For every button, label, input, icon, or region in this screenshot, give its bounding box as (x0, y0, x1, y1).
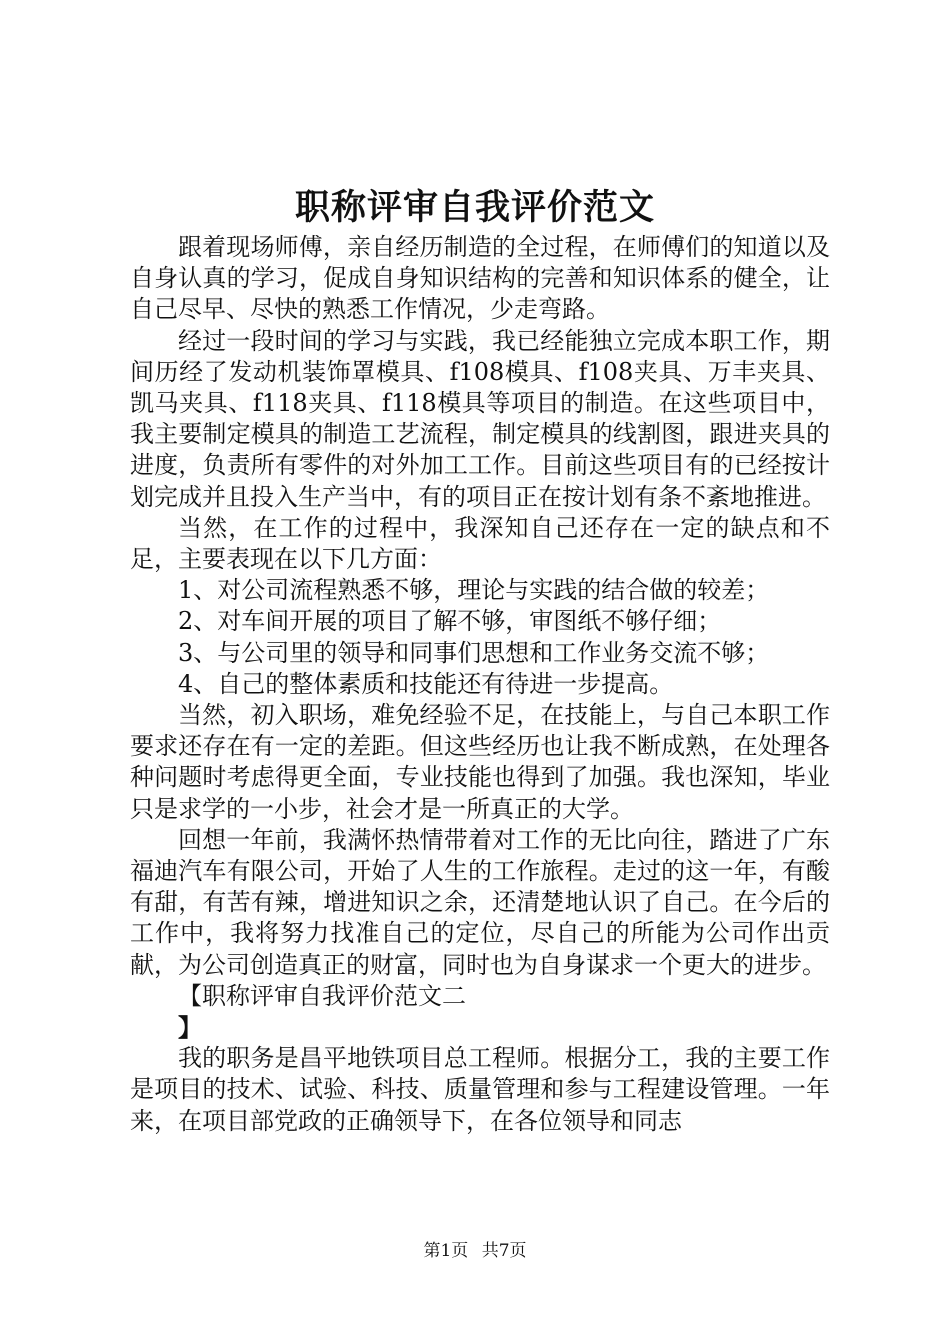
list-item-2: 2、对车间开展的项目了解不够，审图纸不够仔细； (178, 607, 722, 636)
paragraph-1: 跟着现场师傅，亲自经历制造的全过程，在师傅们的知道以及自身认真的学习，促成自身知识结构的完善和知识体系的健全，让自己尽早、尽快的熟悉工作情况，少走弯路。 (130, 233, 830, 324)
paragraph-5: 回想一年前，我满怀热情带着对工作的无比向往，踏进了广东福迪汽车有限公司，开始了人生的工作旅程。走过的这一年，有酸有甜，有苦有辣，增进知识之余，还清楚地认识了自己。在今后的工作中，我将努力找准自己的定位，尽自己的所能为公司作出贡献，为公司创造真正的财富，同时也为自身谋求一个更大的进步。 (130, 825, 830, 979)
list-item-3: 3、与公司里的领导和同事们思想和工作业务交流不够； (178, 638, 770, 667)
paragraph-3: 当然，在工作的过程中，我深知自己还存在一定的缺点和不足，主要表现在以下几方面： (130, 513, 830, 574)
paragraph-6: 我的职务是昌平地铁项目总工程师。根据分工，我的主要工作是项目的技术、试验、科技、质量管理和参与工程建设管理。一年来，在项目部党政的正确领导下，在各位领导和同志 (130, 1044, 830, 1135)
page-footer (0, 1240, 950, 1262)
document-title: 职称评审自我评价范文 (294, 187, 655, 228)
paragraph-4: 当然，初入职场，难免经验不足，在技能上，与自己本职工作要求还存在有一定的差距。但这些经历也让我不断成熟，在处理各种问题时考虑得更全面，专业技能也得到了加强。我也深知，毕业只是求学的一小步，社会才是一所真正的大学。 (130, 701, 830, 823)
section-2-heading: 【职称评审自我评价范文二 (178, 981, 466, 1010)
page-total: 共7页 (481, 1241, 527, 1261)
section-2-heading-close: 】 (178, 1013, 202, 1043)
page-number: 第1页 (423, 1241, 469, 1261)
list-item-1: 1、对公司流程熟悉不够，理论与实践的结合做的较差； (178, 576, 770, 605)
document-body (130, 232, 830, 1137)
list-item-4: 4、自己的整体素质和技能还有待进一步提高。 (178, 669, 674, 698)
paragraph-2: 经过一段时间的学习与实践，我已经能独立完成本职工作，期间历经了发动机装饰罩模具、f108模具、f108夹具、万丰夹具、凯马夹具、f118夹具、f118模具等项目的制造。在这些项目中，我主要制定模具的制造工艺流程，制定模具的线割图，跟进夹具的进度，负责所有零件的对外加工工作。目前这些项目有的已经按计划完成并且投入生产当中，有的项目正在按计划有条不紊地推进。 (130, 326, 830, 511)
